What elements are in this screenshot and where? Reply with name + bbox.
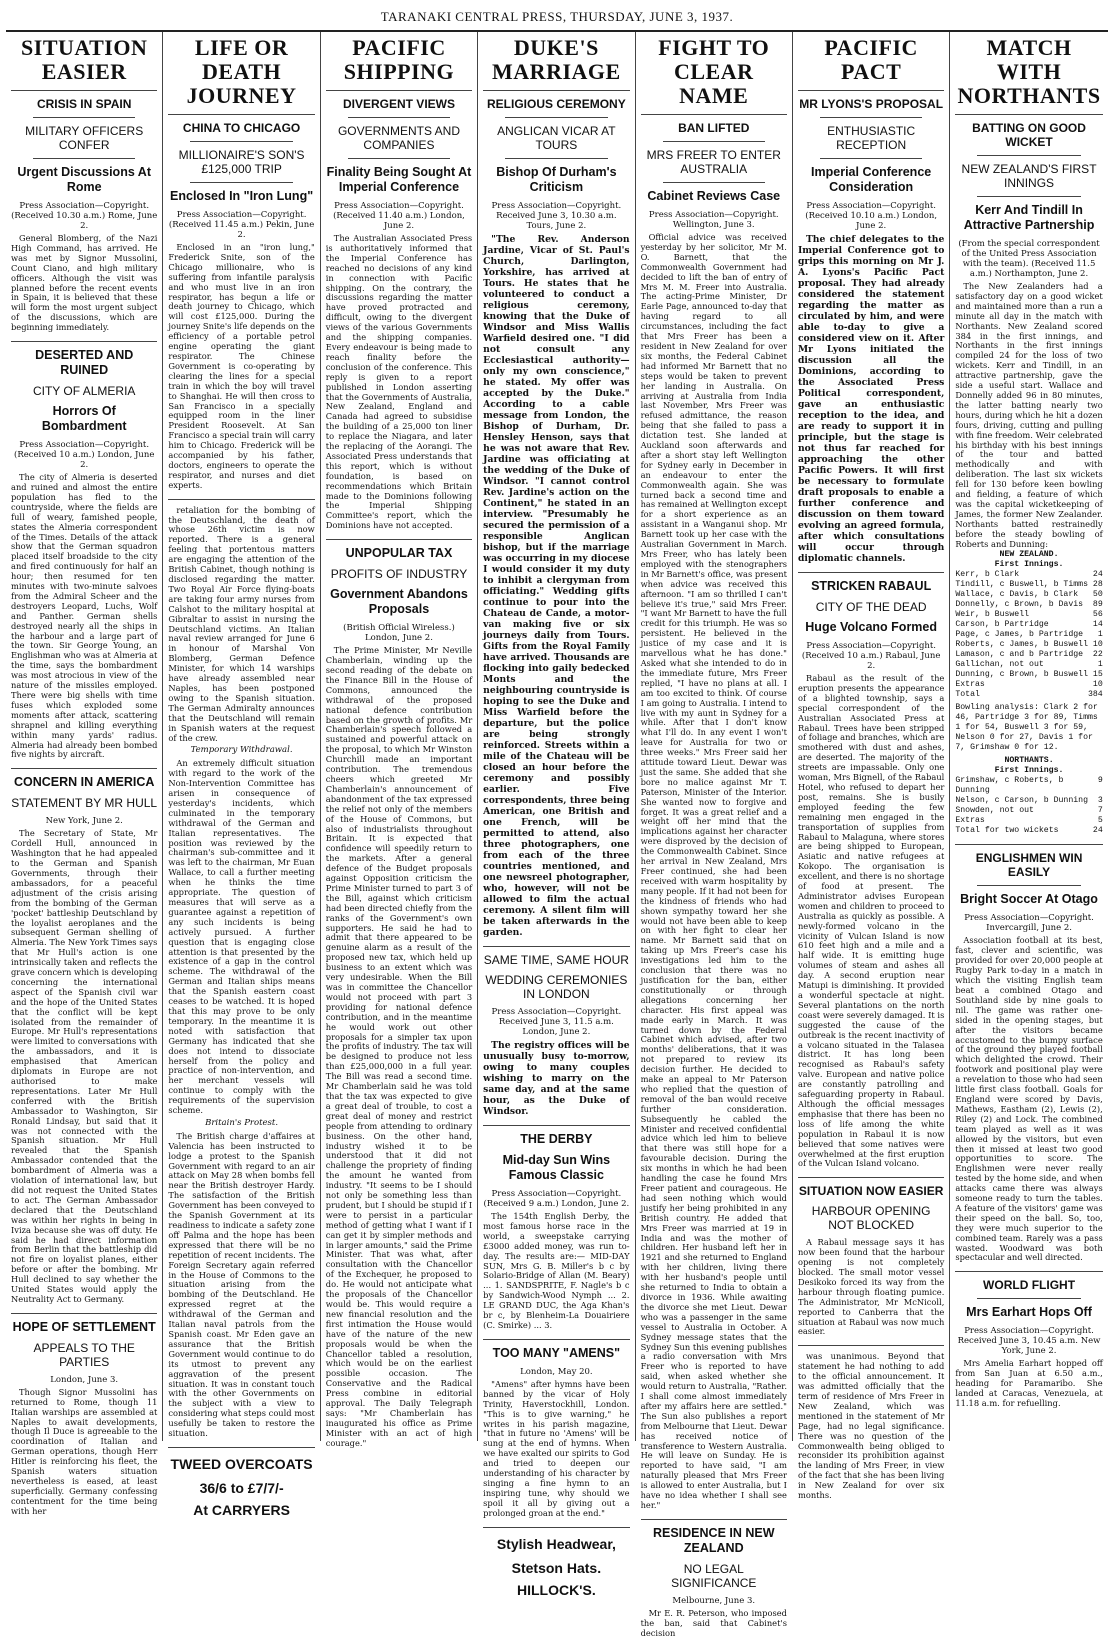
- headline: MATCH WITH NORTHANTS: [955, 36, 1102, 115]
- subheadline: ENTHUSIASTIC RECEPTION: [827, 124, 916, 152]
- divider: [955, 1271, 1102, 1272]
- article-body: [955, 1359, 1102, 1409]
- batsman: Wallace, c Davis, b Clark: [955, 590, 1079, 600]
- total-label: Total: [955, 690, 980, 700]
- divider: [483, 1125, 629, 1126]
- paragraph: Rabaul as the result of the eruption presents the appearance of a blighted township, says a special correspondent of the Australian Associated Press at Rabaul. Trees have been stripped of foliage and branches, which are smothered with dust and ashes, are deserted. The majority of the streets are impassable. Only one woman, Mrs Bignell, of the Rabaul Hotel, who refused to depart her post, remains. She is busily employed feeding the few remaining men engaged in the transportation of supplies from Rabaul to Malaguna, where stores are being shipped to European, Asiatic and native refugees at Kokopo. The organisation is excellent, and there is no shortage of food at present. The Administrator advises European women and children to proceed to Australia as quickly as possible. A newly-formed volcano in the vicinity of Vulcan Island is now 610 feet high and a mile and a half wide. It is emitting huge volumes of steam and ashes all day. A second eruption near Matupi is diminishing. It provided a wonderful spectacle at night. Several plantations on the north coast were severely damaged. It is suggested the cause of the outbreak is the recent inactivity of a volcano situated in the Talasea district. It has long been recognised as Rabaul's safety valve. European and native police are constantly patrolling and safeguarding property in Rabaul. Although the official messages emphasise that there has been no loss of life among the white population in Rabaul it is now believed that some natives were overwhelmed at the first eruption of the Vulcan Island volcano.: [797, 673, 945, 1169]
- scorecard-row: [955, 640, 1102, 650]
- dateline: Melbourne, June 3.: [672, 1595, 756, 1606]
- section-heading: SAME TIME, SAME HOUR: [483, 953, 629, 967]
- masthead: TARANAKI CENTRAL PRESS, THURSDAY, JUNE 3, 1937.: [6, 4, 1108, 32]
- dateline: London, May 20.: [520, 1366, 593, 1377]
- paragraph: retaliation for the bombing of the Deutschland, the death of whose 26th victim is now reported. There is a general feeling that portentous matters are engaging the attention of the British Cabinet, though nothing is disclosed regarding the matter. Two Royal Air Force flying-boats are taking four army nurses from Calshot to the military hospital at Gibraltar to assist in nursing the Deutschland victims. An Italian naval review arranged for June 6 in honour of Marshal Von Blomberg, German Defence Minister, for which 14 warships have already assembled near Naples, has been postponed owing to the Spanish situation. The German Admiralty announces that the Deutschland will remain in Spanish waters at the request of the crew.: [168, 504, 315, 743]
- dateline: Press Association—Copyright. (Received 10.30 a.m.) Rome, June 2.: [11, 201, 158, 231]
- subheadline: Mrs Earhart Hops Off: [966, 1305, 1092, 1320]
- article-body: [168, 506, 314, 1439]
- dateline: Press Association—Copyright. (Received 9 a.m.) London, June 2.: [483, 1189, 630, 1209]
- divider: [977, 196, 1080, 197]
- divider: [977, 1298, 1080, 1299]
- paragraph: Official advice was received yesterday by her solicitor, Mr M. O. Barnett, that the Commonwealth Government had decided to lift the ban of entry of Mrs M. M. Freer into Australia. The acting-Prime Minister, Dr Earle Page, announced to-day that having regard to all circumstances, including the fact that Mrs Freer has been a resident in New Zealand for over six months, the Federal Cabinet had informed Mr Barnett that no steps would be taken to prevent her landing in Australia. On arriving at Australia from India last November, Mrs Freer was refused admittance, the reason being that she failed to pass a dictation test. She landed at Auckland soon afterwards and after a short stay left Wellington for Sydney early in December in an endeavour to enter the Commonwealth again. She was turned back a second time and has remained at Wellington except for a short experience as an assistant in a Wanganui shop. Mr Barnett took up her case with the Australian Government in March. Mrs Freer, who has lately been employed with the stenographers in Mr Barnett's office, was present when advice was received this afternoon. "I am so thrilled I can't believe it's true," said Mrs Freer. "I want Mr Barnett to have the full credit for this triumph. He was so persistent. He believed in the justice of my case and it is marvellous what he has done." Asked what she intended to do in the immediate future, Mrs Freer replied, "I have no plans at all. I am too excited to think. Of course I am going to Australia. I intend to live with my aunt in Sydney for a while. After that I don't know what I'll do. In any event I won't leave for Australia for two or three weeks." Mrs Freer said her attitude toward Lieut. Dewar was just the same. She added that she bore no malice against Mr T. Paterson, Minister of the Interior. She wanted now to forgive and forget. It was a great relief and a weight off her mind that the implications against her character were disproved by the decision of the Commonwealth Cabinet. Since her arrival in New Zealand, Mrs Freer continued, she had been received with warm hospitality by many people. If it had not been for the kindness of friends who had shown sympathy toward her she would not have been able to keep on with her fight to clear her name. Mr Barnett said that on taking up Mrs Freer's case his investigations led him to the conclusion that there was no justification for the ban, either constitutionally or through allegations concerning her character. His first appeal was made early in March. It was turned down by the Federal Cabinet which advised, after two months' deliberations, that it was not prepared to review its decision further. He decided to make an appeal to Mr Paterson who replied that the question of removal of the ban would receive further consideration. Subsequently he cabled the Minister and received confidential advice which led him to believe that there was still hope for a favourable decision. During the six months in which he had been handling the case he found Mrs Freer patient and courageous. He had seen nothing which would justify her being prohibited in any British country. He added that Mrs Freer was married at 19 in India and was the mother of children. Her husband left her in 1921 and she returned to England with her children, living there with her husband's people until she returned to India to obtain a divorce in 1936. While awaiting the divorce she met Lieut. Dewar who was a passenger in the same vessel to Australia in October. A Sydney message states that the Sydney Sun this evening publishes a radio conversation with Mrs Freer who is reported to have said, when asked whether she would return to Australia, "Rather. I shall come almost immediately after my affairs here are settled." The Sun also publishes a report from Melbourne that Lieut. Dewar has received notice of transference to Western Australia. He will leave on Sunday. He is reported to have said, "I am naturally pleased that Mrs Freer is allowed to enter Australia, but I have no idea whether I shall see her.": [640, 232, 787, 1510]
- divider: [33, 117, 135, 118]
- article-body: [641, 1609, 787, 1639]
- subheadline: MILLIONAIRE'S SON'S £125,000 TRIP: [178, 148, 305, 176]
- article-body: [11, 1388, 157, 1517]
- kicker: BAN LIFTED: [678, 121, 750, 135]
- dateline: Press Association—Copyright. (Received 11.45 a.m.) Pekin, June 2.: [168, 210, 315, 240]
- batsman: Weir, b Buswell: [955, 610, 1030, 620]
- paragraph: The city of Almeria is deserted and ruined and almost the entire population has fled to the countryside, where the fields are full of weary, famished people, states the Almeria correspondent of the Times. Details of the attack show that the German squadron placed itself broadside to the city and fired continuously for half an hour; then resumed for ten minutes with two-minute salvoes from the Admiral Scheer and the destroyers Leopard, Luchs, Wolf and Panther. German shells destroyed nearly all the ships in the harbour and a large part of the town. Sir George Young, an Englishman who was at Almeria at the time, says the bombardment was most atrocious in view of the nature of the missiles employed. There were big shells with time fuses which exploded some moments after attack, scattering shrapnel and killing everything within many yards' radius. Almeria had already been bombed five nights by aircraft.: [11, 472, 158, 760]
- ad-line: Stetson Hats.: [511, 1559, 602, 1576]
- divider: [168, 499, 314, 500]
- total-value: 384: [1087, 690, 1103, 700]
- paragraph: An extremely difficult situation with regard to the work of the Non-Intervention Committee has arisen in consequence of yesterday's incidents, which culminated in the temporary withdrawal of the German and Italian representatives. The position was reviewed by the chairman's sub-committee and it was left to the chairman, Mr Euan Wallace, to call a further meeting when he thinks the time appropriate. The question of measures that will serve as a guarantee against a repetition of any such incidents is being actively pursued. A further question that is engaging close attention is that presented by the existence of a gap in the control scheme. The withdrawal of the German and Italian ships means that the Spanish eastern coast ceases to be watched. It is hoped that this may prove to be only temporary. In the meantime it is noted with satisfaction that Germany has indicated that she does not intend to dissociate herself from the policy and practice of non-intervention, and her merchant vessels will continue to comply with the requirements of the supervision scheme.: [168, 758, 315, 1116]
- subheadline: ANGLICAN VICAR AT TOURS: [497, 124, 616, 152]
- paragraph: General Blomberg, of the Nazi High Command, has arrived. He was met by Signor Mussolini, Count Ciano, and high military officers. Although the visit was planned before the recent events in Spain, it is believed that these will form the most urgent subject of the discussions, which are beginning immediately.: [11, 233, 158, 333]
- scorecard-row: [955, 650, 1102, 660]
- dateline: Press Association—Copyright. Invercargill, June 2.: [964, 913, 1094, 934]
- subheadline: Cabinet Reviews Case: [647, 189, 781, 203]
- scorecard-row: [955, 590, 1102, 600]
- scorecard-total: [955, 826, 1102, 836]
- paragraph: was unanimous. Beyond that statement he had nothing to add to the official announcement. It was admitted officially that the term of residence of Mrs Freer in New Zealand, which was mentioned in the statement of Mr Page, had no legal significance. There was no question of the Commonwealth being obliged to reconsider its prohibition against the landing of Mrs Freer, in view of the fact that she has been living in New Zealand for over six months.: [797, 1351, 945, 1501]
- subheadline: APPEALS TO THE PARTIES: [33, 1340, 135, 1369]
- paragraph: The registry offices will be unusually busy to-morrow, owing to many couples wishing to marry on the same day, and at the same hour, as the Duke of Windsor.: [483, 1040, 630, 1117]
- dateline: Press Association—Copyright. Wellington, June 3.: [648, 210, 779, 230]
- subheadline: MRS FREER TO ENTER AUSTRALIA: [646, 148, 781, 176]
- kicker: CHINA TO CHICAGO: [182, 121, 301, 135]
- dateline: (British Official Wireless.) London, June 2.: [343, 623, 455, 644]
- dateline: Press Association—Copyright. (Received 11.40 a.m.) London, June 2.: [333, 201, 465, 231]
- section-heading: SITUATION NOW EASIER: [798, 1184, 944, 1199]
- paragraph: The Prime Minister, Mr Neville Chamberlain, winding up the second reading of the debate on the Finance Bill in the House of Commons, announced the withdrawal of the proposed national defence contribution based on the growth of profits. Mr Chamberlain's speech followed a sustained and powerful attack on the proposal, to which Mr Winston Churchill made an important contribution. The tremendous cheers which greeted Mr Chamberlain's announcement of abandonment of the tax expressed the relief not only of the members of the House of Commons, but also of industrialists throughout Britain. It is expected that confidence will speedily return to the markets. After a general defence of the Budget proposals against Opposition criticism the Prime Minister turned to part 3 of the Bill, against which criticism had been directed chiefly from the ranks of the Government's own supporters. He said he had to admit that there appeared to be genuine alarm as a result of the proposed new tax, which held up business to an extent which was very undesirable. When the Bill was in committee the Chancellor would not proceed with part 3 providing for national defence contribution, and in the meantime he would work out other proposals for a simpler tax upon the profits of industry. The tax will be designed to produce not less than £25,000,000 in a full year. The Bill was read a second time. Mr Chamberlain said he was told that the tax was expected to give a great deal of trouble, to cost a great deal of money and restrict people from attending to ordinary business. On the other hand, industry wished it to be understood that it did not challenge the propriety of finding the amount he wanted from industry. "It seems to be I should not only be something less than prudent, but I should be stupid if I were to persist in a particular method of getting what I want if I can get it by simpler methods and in larger amounts," said the Prime Minister. That was what, after consultation with the Chancellor of the Exchequer, he proposed to do. He would not anticipate what the proposals of the Chancellor would be. This would require a new financial resolution and the first intimation the House would have of the nature of the new proposals would be when the Chancellor tabled a resolution, which would be on the earliest possible occasion. The Conservative and the Radical Press combine in editorial approval. The Daily Telegraph says: "Mr Chamberlain has inaugurated his office as Prime Minister with an act of high courage.": [325, 645, 473, 1448]
- runs: 5: [1097, 816, 1103, 826]
- subheadline: GOVERNMENTS AND COMPANIES: [337, 124, 460, 152]
- batsman: Nelson, c Carson, b Dunning: [955, 796, 1089, 806]
- article-body: [483, 1040, 629, 1117]
- article-body: [11, 234, 157, 333]
- divider: [663, 182, 765, 183]
- batsman: Gallichan, not out: [955, 660, 1044, 670]
- paragraph: Mrs Amelia Earhart hopped off from San Juan at 6.50 a.m., heading for Paramaribo. She landed at Caracas, Venezuela, at 11.18 a.m. for refuelling.: [955, 1358, 1103, 1408]
- scorecard-row: [955, 660, 1102, 670]
- paragraph: The 154th English Derby, the most famous horse race in the world, a sweepstake carrying £3000 added money, was run to-day. The results are:— MID-DAY SUN, Mrs G. B. Miller's b c by Solario-Bridge of Allan (M. Beary) ... 1. SANDSPRITE, F. Nagle's b c by Sandwich-Wood Nymph ... 2. LE GRAND DUC, the Aga Khan's br c, by Blenheim-La Douairiere (C. Smirke) ... 3.: [483, 1211, 630, 1330]
- divider: [11, 1313, 157, 1314]
- runs: 9: [1097, 776, 1103, 786]
- paragraph: Association football at its best, fast, clever and scientific, was provided for over 20,000 people at Rugby Park to-day in a match in which the visiting English team beat a combined Otago and Southland side by nine goals to nil. The game was rather one-sided in the opening stages, but after the visitors became accustomed to the bumpy surface of the ground they played football which delighted the crowd. Their footwork and positional play were a revelation to those who had seen little first class football. Goals for England were scored by Davis, Mathews, Eastham (2), Lewis (2), Riley (2) and Lock. The combined team played as well as it was allowed by the visitors, but even then it missed at least two good opportunities to score. The Englishmen were never really tested by the home side, and when attacks came there was always someone ready to turn the tables. A feature of the visitors' game was their speed on the ball. So, too, they were much superior to the combined team. Rarely was a pass wasted. Woodward was both spectacular and well directed.: [955, 935, 1103, 1263]
- article-body: [483, 234, 629, 938]
- subheadline: WEDDING CEREMONIES IN LONDON: [485, 973, 628, 1001]
- column-match-with-northants: [950, 32, 1107, 1441]
- paragraph: The New Zealanders had a satisfactory day on a good wicket and maintained more than a run a minute all day in the match with Northants. New Zealand scored 384 in the first innings, and Northants in the first innings compiled 24 for the loss of two wickets. Kerr and Tindill, in an attractive partnership, gave the side a useful start. Wallace and Donnelly added 96 in 80 minutes, the latter batting nearly two hours, during which he hit a dozen fours, driving, cutting and pulling with fine freedom. Weir celebrated his birthday with his best innings of the tour and batted methodically and with deliberation. The last six wickets fell for 130 before keen bowling and fielding, a feature of which was the capital wicketkeeping of James, the former New Zealander. Northants batted restrainedly before the steady bowling of Roberts and Dunning:: [955, 281, 1103, 549]
- subheadline: Kerr And Tindill In Attractive Partnership: [963, 203, 1095, 232]
- article-body: [641, 233, 787, 1511]
- ad-line: HILLOCK'S.: [516, 1581, 596, 1598]
- divider: [820, 117, 922, 118]
- divider: [505, 158, 607, 159]
- section-heading: THE DERBY: [520, 1132, 593, 1146]
- paragraph: Enclosed in an "iron lung," Frederick Snite, son of the Chicago millionaire, who is suffering from infantile paralysis and who must live in an iron respirator, has begun a life or death journey to Chicago, which will cost £125,000. During the journey Snite's life depends on the efficiency of a portable petrol engine operating the giant respirator. The Chinese Government is co-operating by clearing the lines for a special train in which the boy will travel to Shanghai. He will then cross to San Francisco in a specially equipped room in the liner President Roosevelt. At San Francisco a special train will carry him to Chicago. Frederick will be accompanied by his father, doctors, engineers to operate the respirator, and nurses and diet experts.: [168, 242, 315, 490]
- paragraph: "Amens" after hymns have been banned by the vicar of Holy Trinity, Haverstockhill, London. "This is to give warning," he writes in his parish magazine, "that in future no 'Amens' will be sung at the end of hymns. When we have exalted our spirits to God and tried to deepen our understanding of his character by singing a fine hymn to an inspiring tune, why should we spoil it all by giving out a prolonged groan at the end.": [483, 1378, 630, 1518]
- runs: 24: [1092, 570, 1103, 580]
- headline: LIFE OR DEATH JOURNEY: [168, 36, 314, 115]
- batsman: Page, c James, b Partridge: [955, 630, 1084, 640]
- section-heading: RESIDENCE IN NEW ZEALAND: [652, 1525, 775, 1555]
- divider: [326, 539, 472, 540]
- section-heading: HOPE OF SETTLEMENT: [12, 1319, 156, 1334]
- kicker: DIVERGENT VIEWS: [342, 97, 455, 111]
- scorecard-row: [955, 680, 1102, 690]
- divider: [977, 155, 1080, 156]
- divider: [798, 572, 944, 573]
- paragraph: The British charge d'affaires at Valencia has been instructed to lodge a protest to the Spanish Government with regard to an air attack on May 28 when bombs fell near the British destroyer Hardy. The satisfaction of the British Government has been conveyed to the Spanish Government at its readiness to indicate a safety zone off Palma and the hope has been expressed that there will be no repetition of recent incidents. The Foreign Secretary again referred in the House of Commons to the situation arising from the bombing of the Deutschland. He expressed regret at the withdrawal of the German and Italian naval patrols from the Spanish coast. Mr Eden gave an assurance that the British Government would continue to do its utmost to prevent any aggravation of the present situation. It was in constant touch with the other Governments on the subject with a view to considering what steps could most usefully be taken to restore the situation.: [168, 1130, 315, 1439]
- article-body: [11, 473, 157, 760]
- divider: [798, 1177, 944, 1178]
- column-fight-to-clear-name: [636, 32, 793, 1638]
- paragraph: The Secretary of State, Mr Cordell Hull, announced in Washington that he had appealed to the German and Spanish Governments, through their ambassadors, for a peaceful adjustment of the crisis arising from the bombing of the German 'pocket' battleship Deutschland by the loyalist aeroplanes and the subsequent German shelling of Almeria. The New York Times says that Mr Hull's action is one intrinsically taken and reflects the grave concern which is developing concerning the international aspect of the Spanish civil war and the hope of the United States that the conflict will be kept isolated from the remainder of Europe. Mr Hull's representations were limited to conversations with the ambassadors, and it is emphasised that American diplomats in Europe are not authorised to make representations. Later Mr Hull conferred with the British Ambassador to Washington, Sir Ronald Lindsay, but said that it was not connected with the Spanish situation. Mr Hull revealed that the Spanish Ambassador contended that the bombardment of Almeria was a violation of international law, but did not request the United States to act. The German Ambassador declared that the Deutschland was within her rights in being in Iviza because she was off duty. He said he had direct information from Berlin that the battleship did not fire on loyalist planes, either before or after the bombing. Mr Hull declined to say whether the United States would apply the Neutrality Act to Germany.: [11, 828, 158, 1304]
- subheadline: Mid-day Sun Wins Famous Classic: [502, 1153, 611, 1182]
- advertisement: [483, 1536, 629, 1598]
- divider: [483, 1527, 629, 1528]
- ad-line: 36/6 to £7/7/-: [199, 1479, 284, 1496]
- scorecard-row: [955, 776, 1102, 796]
- headline: PACIFIC PACT: [798, 36, 944, 91]
- divider: [348, 158, 450, 159]
- dateline: Press Association—Copyright. (Received 10 a.m.) London, June 2.: [14, 440, 155, 471]
- divider: [483, 946, 629, 947]
- scorecard-total: [955, 690, 1102, 700]
- batsman: Snowden, not out: [955, 806, 1034, 816]
- section-heading: CONCERN IN AMERICA: [13, 775, 155, 790]
- batsman: Kerr, b Clark: [955, 570, 1020, 580]
- divider: [505, 117, 607, 118]
- subheadline: Bishop Of Durham's Criticism: [496, 165, 617, 194]
- subheadline: Imperial Conference Consideration: [811, 165, 932, 194]
- batsman: Dunning, c Brown, b Buswell: [955, 670, 1089, 680]
- subheadline: PROFITS OF INDUSTRY: [330, 567, 468, 582]
- subheadline: NO LEGAL SIGNIFICANCE: [671, 1561, 757, 1590]
- subheadline: MILITARY OFFICERS CONFER: [25, 124, 144, 152]
- scorecard-row: [955, 570, 1102, 580]
- divider: [798, 1345, 944, 1346]
- section-heading: TOO MANY "AMENS": [492, 1345, 621, 1360]
- scorecard-title: NEW ZEALAND.: [999, 550, 1059, 560]
- batsman: Lamason, c and b Partridge: [955, 650, 1084, 660]
- runs: 89: [1092, 600, 1103, 610]
- paragraph: "The Rev. Anderson Jardine, Vicar of St. Paul's Church, Darlington, Yorkshire, has arrived at Tours. He states that he volunteered to conduct a religious ceremony, knowing that the Duke of Windsor and Miss Wallis Warfield desired one. "I did not consult any Ecclesiastical authority—only my own conscience," he stated. My offer was accepted by the Duke." According to a cable message from London, the Bishop of Durham, Dr. Hensley Henson, says that he was not aware that Rev. Jardine was officiating at the wedding of the Duke of Windsor. "I cannot control Rev. Jardine's action on the Continent," he stated in an interview. "Presumably he secured the permission of a responsible Anglican bishop, but if the marriage was occurring in my diocese I would consider it my duty to inhibit a clergyman from officiating." Wedding gifts continue to pour into the Chateau de Cande, a motor-van making five or six journeys daily from Tours. Gifts from the Royal Family have arrived. Thousands are flocking into gaily bedecked Monts and the neighbouring countryside is hoping to see the Duke and Miss Warfield before the departure, but the police are being strongly reinforced. Streets within a mile of the Chateau will be closed an hour before the ceremony and possibly earlier. Five correspondents, three being American, one British and one French, will be permitted to attend, also three photographers, one from each of the three countries mentioned, and one newsreel photographer, who, however, will not be allowed to film the actual ceremony. A silent film will be taken afterwards in the garden.: [483, 234, 630, 938]
- divider: [977, 885, 1080, 886]
- scorecard-row: [955, 600, 1102, 610]
- subheadline: Horrors Of Bombardment: [41, 404, 127, 434]
- dateline: (From the special correspondent of the United Press Association with the team). (Received 11.5 a.m.) Northampton, June 2.: [958, 239, 1100, 279]
- article-body: [798, 674, 944, 1169]
- bowling-analysis: Bowling analysis: Clark 2 for 46, Partridge 3 for 89, Timms 1 for 54, Buswell 3 for 59, Nelson 0 for 27, Davis 1 for 7, Grimshaw 0 for 12.: [955, 703, 1098, 753]
- subheadline: Enclosed In "Iron Lung": [170, 189, 314, 203]
- scorecard-row: [955, 620, 1102, 630]
- subheadline: Urgent Discussions At Rome: [17, 165, 151, 194]
- divider: [33, 158, 135, 159]
- divider: [663, 141, 765, 142]
- batsman: Donnelly, c Brown, b Davis: [955, 600, 1084, 610]
- headline: SITUATION EASIER: [11, 36, 157, 91]
- scorecard-rows: [955, 776, 1102, 826]
- section-heading: ENGLISHMEN WIN EASILY: [975, 851, 1083, 880]
- divider: [11, 341, 157, 342]
- headline: PACIFIC SHIPPING: [326, 36, 472, 91]
- subheadline: CITY OF THE DEAD: [815, 600, 927, 614]
- dateline: London, June 3.: [50, 1374, 119, 1385]
- article-body: [11, 829, 157, 1305]
- divider: [955, 844, 1102, 845]
- divider: [820, 158, 922, 159]
- article-body: [168, 243, 314, 491]
- batsman: Extras: [955, 816, 985, 826]
- article-body: [955, 936, 1102, 1263]
- section-heading: WORLD FLIGHT: [983, 1278, 1076, 1293]
- headline: FIGHT TO CLEAR NAME: [641, 36, 787, 115]
- runs: 10: [1092, 680, 1103, 690]
- runs: 1: [1097, 630, 1103, 640]
- scorecard-row: [955, 610, 1102, 620]
- subheadline: STATEMENT BY MR HULL: [11, 796, 158, 811]
- paragraph: The Australian Associated Press is authoritatively informed that the Imperial Conference has reached no decisions of any kind in connection with Pacific shipping. On the contrary, the discussions regarding the matter have proved protracted and difficult, owing to the divergent views of the various Governments and the shipping companies. Every endeavour is being made to reach finality before the conclusion of the conference. This reply is given to a report published in London asserting that the Governments of Australia, New Zealand, England and Canada had agreed to subsidise the building of a 25,000 ton liner to replace the Niagara, and later the replacing of the Aorangi. The Associated Press understands that this report, which is without foundation, is based on recommendations which Britain made to the Dominions following the Imperial Shipping Committee's report, which the Dominions have not accepted.: [325, 233, 473, 531]
- column-pacific-shipping: [321, 32, 478, 1448]
- kicker: MR LYONS'S PROPOSAL: [799, 97, 944, 111]
- dateline: Press Association—Copyright. Received June 3, 11.5 a.m. London, June 2.: [491, 1007, 622, 1037]
- divider: [483, 1339, 629, 1340]
- dateline: New York, June 2.: [45, 816, 123, 827]
- dateline: Press Association—Copyright. Received June 3, 10.45 a.m. New York, June 2.: [957, 1326, 1101, 1357]
- paragraph: Mr E. R. Peterson, who imposed the ban, said that Cabinet's decision: [640, 1607, 787, 1638]
- scorecard-row: [955, 796, 1102, 806]
- scorecard-row: [955, 630, 1102, 640]
- columns: [6, 32, 1108, 1638]
- runs: 22: [1092, 650, 1103, 660]
- divider: [190, 182, 292, 183]
- article-body: [955, 282, 1102, 549]
- dateline: Press Association—Copyright. Received June 3, 10.30 a.m. Tours, June 2.: [491, 201, 622, 231]
- batsman: Tindill, c Buswell, b Timms: [955, 580, 1089, 590]
- ad-line: TWEED OVERCOATS: [170, 1455, 313, 1472]
- headline: DUKE'S MARRIAGE: [483, 36, 629, 91]
- scorecard-subtitle: First Innings.: [994, 766, 1064, 776]
- scorecard: [955, 550, 1102, 836]
- kicker: RELIGIOUS CEREMONY: [487, 97, 626, 111]
- scorecard-rows: [955, 570, 1102, 690]
- runs: 10: [1092, 640, 1103, 650]
- runs: 56: [1092, 610, 1103, 620]
- runs: 7: [1097, 806, 1103, 816]
- scorecard-subtitle: First Innings.: [994, 560, 1064, 570]
- column-dukes-marriage: [478, 32, 635, 1598]
- paragraph: A Rabaul message says it has now been found that the harbour opening is not completely blocked. The small motor vessel Desikoko forced its way from the harbour through floating pumice. The Administrator, Mr McNicoll, reported to Canberra that the situation at Rabaul was now much easier.: [797, 1237, 945, 1337]
- scorecard-row: [955, 816, 1102, 826]
- article-body: [483, 1212, 629, 1331]
- runs: 1: [1097, 660, 1103, 670]
- total-value: 24: [1092, 826, 1103, 836]
- scorecard-row: [955, 670, 1102, 680]
- subheadline: Government Abandons Proposals: [330, 587, 468, 617]
- subheadline: Huge Volcano Formed: [805, 620, 938, 634]
- subheadline: NEW ZEALAND'S FIRST INNINGS: [961, 162, 1097, 190]
- article-body: [326, 646, 472, 1448]
- article-body: [483, 1380, 629, 1519]
- subheadline: Bright Soccer At Otago: [960, 892, 1098, 907]
- dateline: Press Association—Copyright. (Received 10 a.m.) Rabaul, June 2.: [801, 641, 941, 671]
- section-heading: UNPOPULAR TAX: [345, 546, 453, 561]
- column-situation-easier: [6, 32, 163, 1516]
- subheadline: Finality Being Sought At Imperial Conference: [326, 165, 472, 194]
- scorecard-title: NORTHANTS.: [1004, 756, 1054, 766]
- runs: 15: [1092, 670, 1103, 680]
- ad-line: At CARRYERS: [193, 1501, 290, 1518]
- article-body: [326, 234, 472, 531]
- paragraph: Though Signor Mussolini has returned to Rome, though 11 Italian warships are assembled at Naples to await developments, though Il Duce is agreeable to the coordination of Italian and German operations, though Herr Hitler is reinforcing his fleet, the Spanish waters situation nevertheless is eased, at least superficially. Germany confessing contentment for the time being with her: [11, 1386, 158, 1516]
- runs: 50: [1092, 590, 1103, 600]
- batsman: Grimshaw, c Roberts, b Dunning: [955, 776, 1064, 796]
- divider: [348, 117, 450, 118]
- paragraph: The chief delegates to the Imperial Conference got to grips this morning on Mr J. A. Lyons's Pacific Pact proposal. They had already considered the statement regarding the matter as circulated by him, and were able to-day to give a considered view on it. After Mr Lyons initiated the discussion all the Dominions, according to the Associated Press Political correspondent, gave an enthusiastic reception to the idea, and are ready to support it in principle, but the stage is not thus far reached for approaching the other Pacific Powers. It will first be necessary to formulate draft proposals to enable a further conference and discussion on them toward evolving an agreed formula, after which consultations will occur through diplomatic channels.: [797, 234, 945, 564]
- column-life-or-death: [163, 32, 320, 1518]
- scorecard-row: [955, 580, 1102, 590]
- batsman: Roberts, c James, b Buswell: [955, 640, 1089, 650]
- divider: [11, 768, 157, 769]
- article-body: [798, 1238, 944, 1337]
- batsman: Extras: [955, 680, 985, 690]
- advertisement: [168, 1456, 314, 1518]
- subheadline: CITY OF ALMERIA: [32, 384, 136, 399]
- scorecard-row: [955, 806, 1102, 816]
- article-body: [798, 1352, 944, 1501]
- total-label: Total for two wickets: [955, 826, 1059, 836]
- divider: [168, 1447, 314, 1448]
- divider: [190, 141, 292, 142]
- kicker: BATTING ON GOOD WICKET: [972, 121, 1086, 149]
- runs: 28: [1092, 580, 1103, 590]
- article-body: [798, 234, 944, 564]
- column-pacific-pact: [793, 32, 950, 1501]
- section-heading: STRICKEN RABAUL: [811, 579, 932, 593]
- divider: [641, 1519, 787, 1520]
- ad-line: Stylish Headwear,: [496, 1535, 616, 1552]
- batsman: Carson, b Partridge: [955, 620, 1049, 630]
- runs: 14: [1092, 620, 1103, 630]
- subheadline: HARBOUR OPENING NOT BLOCKED: [811, 1204, 931, 1233]
- subheading: Temporary Withdrawal.: [190, 745, 293, 756]
- kicker: CRISIS IN SPAIN: [36, 97, 132, 111]
- dateline: Press Association—Copyright. (Received 10.10 a.m.) London, June 2.: [805, 201, 938, 231]
- section-heading: DESERTED AND RUINED: [35, 348, 134, 378]
- subheading: Britain's Protest.: [205, 1117, 279, 1128]
- runs: 3: [1097, 796, 1103, 806]
